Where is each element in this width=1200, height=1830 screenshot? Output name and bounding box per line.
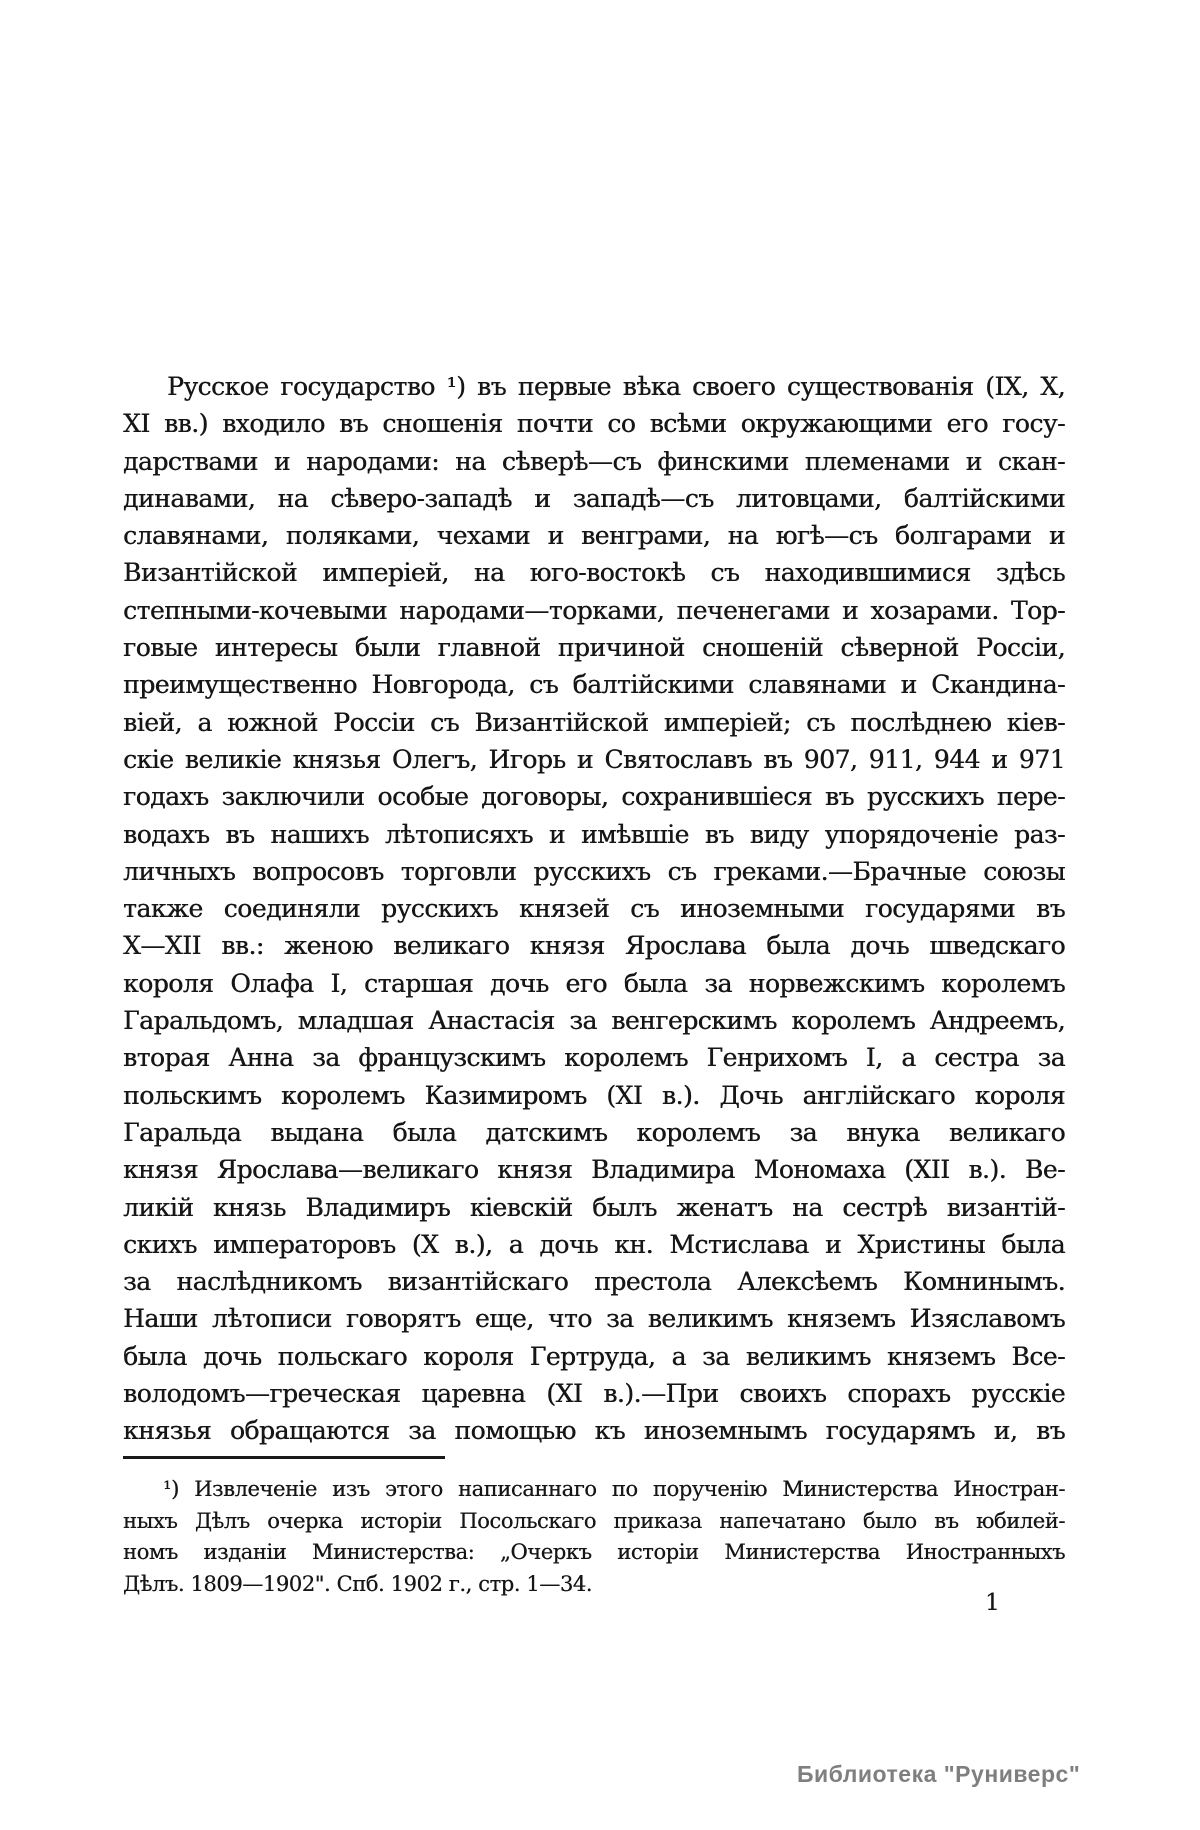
library-watermark: Библиотека "Руниверс" bbox=[797, 1761, 1081, 1787]
body-line: скіе великіе князья Олегъ, Игорь и Святославъ въ 907, 911, 944 и 971 bbox=[123, 744, 1065, 774]
body-line: XI вв.) входило въ сношенія почти со всѣми окружающими его госу- bbox=[123, 409, 1065, 439]
page-number: 1 bbox=[985, 1590, 1000, 1616]
body-line: степными-кочевыми народами—торками, печенегами и хозарами. Тор- bbox=[123, 595, 1065, 625]
footnote-line: Дѣлъ. 1809—1902". Спб. 1902 г., стр. 1—34. bbox=[123, 1571, 593, 1596]
body-line: водахъ въ нашихъ лѣтописяхъ и имѣвшіе въ виду упорядоченіе раз- bbox=[123, 819, 1065, 849]
body-line: ликій князь Владимиръ кіевскій былъ женатъ на сестрѣ византій- bbox=[123, 1192, 1065, 1222]
body-line: Византійской имперіей, на юго-востокѣ съ находившимися здѣсь bbox=[123, 558, 1065, 588]
body-line: польскимъ королемъ Казимиромъ (XI в.). Дочь англійскаго короля bbox=[123, 1080, 1065, 1110]
body-line: скихъ императоровъ (X в.), а дочь кн. Мстислава и Христины была bbox=[123, 1229, 1065, 1259]
body-line: володомъ—греческая царевна (XI в.).—При своихъ спорахъ русскіе bbox=[123, 1379, 1065, 1409]
footnote-line: ¹) Извлеченіе изъ этого написаннаго по порученію Министерства Иностран- bbox=[163, 1477, 1065, 1501]
body-line: дарствами и народами: на сѣверѣ—съ финскими племенами и скан- bbox=[123, 446, 1065, 476]
body-line: годахъ заключили особые договоры, сохранившіеся въ русскихъ пере- bbox=[123, 782, 1065, 812]
body-line: Гаральда выдана была датскимъ королемъ за внука великаго bbox=[123, 1117, 1065, 1147]
body-line: короля Олафа I, старшая дочь его была за норвежскимъ королемъ bbox=[123, 968, 1065, 998]
body-line: за наслѣдникомъ византійскаго престола Алексѣемъ Комнинымъ. bbox=[123, 1267, 1065, 1297]
body-line: вторая Анна за французскимъ королемъ Генрихомъ I, а сестра за bbox=[123, 1043, 1065, 1073]
body-line: славянами, поляками, чехами и венграми, на югѣ—съ болгарами и bbox=[123, 521, 1065, 551]
footnote-line: ныхъ Дѣлъ очерка исторіи Посольскаго приказа напечатано было въ юбилей- bbox=[123, 1508, 1065, 1533]
body-line: говые интересы были главной причиной сношеній сѣверной Россіи, bbox=[123, 633, 1065, 663]
body-line: X—XII вв.: женою великаго князя Ярослава была дочь шведскаго bbox=[123, 931, 1065, 961]
body-line: личныхъ вопросовъ торговли русскихъ съ греками.—Брачные союзы bbox=[123, 856, 1065, 886]
body-line: князя Ярослава—великаго князя Владимира Мономаха (XII в.). Ве- bbox=[123, 1155, 1065, 1185]
main-paragraph bbox=[123, 368, 1065, 1450]
body-line: преимущественно Новгорода, съ балтійскими славянами и Скандина- bbox=[123, 670, 1065, 700]
body-line: также соединяли русскихъ князей съ иноземными государями въ bbox=[123, 894, 1065, 924]
body-line: князья обращаются за помощью къ иноземнымъ государямъ и, въ bbox=[123, 1416, 1065, 1446]
footnote-separator bbox=[123, 1456, 445, 1459]
body-line: Гаральдомъ, младшая Анастасія за венгерскимъ королемъ Андреемъ, bbox=[123, 1006, 1065, 1036]
footnote-line: номъ изданіи Министерства: „Очеркъ исторіи Министерства Иностранныхъ bbox=[123, 1540, 1065, 1564]
body-line: динавами, на сѣверо-западѣ и западѣ—съ литовцами, балтійскими bbox=[123, 483, 1065, 513]
footnote bbox=[123, 1474, 1065, 1600]
body-line: Русское государство ¹) въ первые вѣка своего существованія (IX, X, bbox=[167, 372, 1065, 401]
body-line: віей, а южной Россіи съ Византійской имперіей; съ послѣднею кіев- bbox=[123, 707, 1065, 737]
body-line: была дочь польскаго короля Гертруда, а за великимъ княземъ Все- bbox=[123, 1341, 1065, 1371]
body-line: Наши лѣтописи говорятъ еще, что за великимъ княземъ Изяславомъ bbox=[123, 1304, 1065, 1334]
